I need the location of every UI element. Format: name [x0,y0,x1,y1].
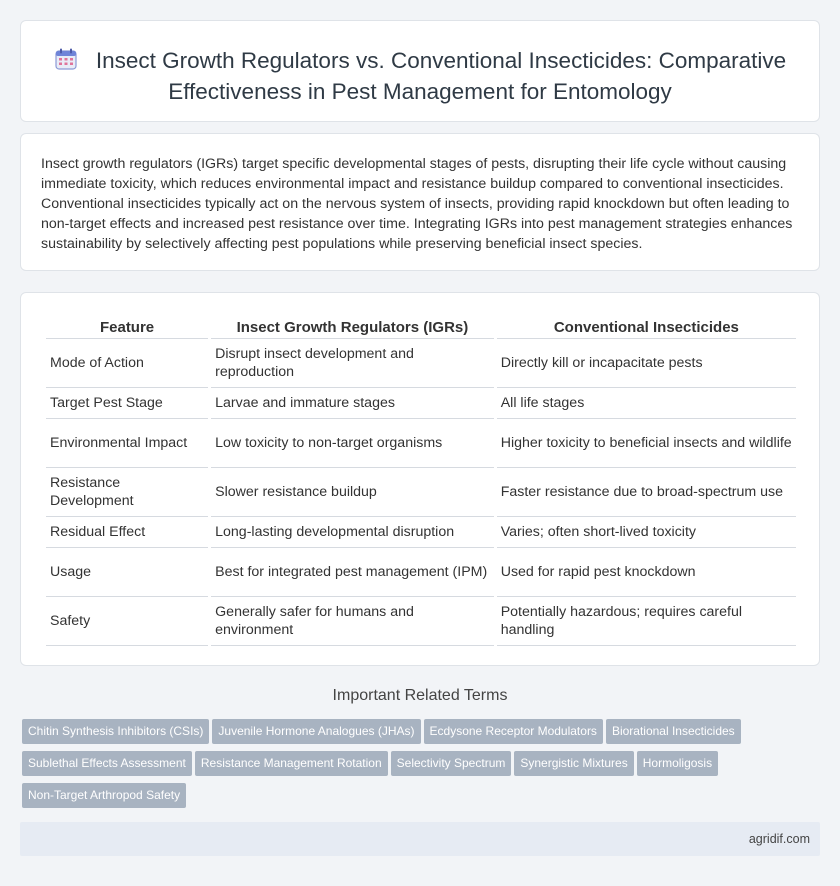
header-feature: Feature [46,315,208,339]
table-row [46,517,796,548]
comparison-table-card [20,292,820,666]
table-cell: Directly kill or incapacitate pests [497,339,796,388]
term-tag[interactable]: Hormoligosis [637,751,718,776]
table-row [46,339,796,388]
header-igrs: Insect Growth Regulators (IGRs) [211,315,494,339]
table-cell: All life stages [497,388,796,419]
related-terms-title: Important Related Terms [332,687,508,704]
term-tag[interactable]: Selectivity Spectrum [391,751,512,776]
calendar-icon [54,47,78,71]
page-title-text: Insect Growth Regulators vs. Conventional Insecticides: Comparative Effectiveness in Pest Management for Entomology [95,48,787,104]
table-cell: Usage [46,548,208,597]
table-row [46,548,796,597]
intro-card [20,133,820,271]
table-cell: Long-lasting developmental disruption [211,517,494,548]
table-cell: Used for rapid pest knockdown [497,548,796,597]
term-tag[interactable]: Sublethal Effects Assessment [22,751,192,776]
term-tag[interactable]: Biorational Insecticides [606,719,741,744]
comparison-table [43,315,799,646]
table-cell: Mode of Action [46,339,208,388]
footer-site-link[interactable]: agridif.com [748,832,810,846]
intro-paragraph: Insect growth regulators (IGRs) target specific developmental stages of pests, disrupting their life cycle without causing immediate toxicity, which reduces environmental impact and resistance buildup compared to conventional insecticides. Conventional insecticides typically act on the nervous system of insects, providing rapid knockdown but often leading to non-target effects and increased pest resistance over time. Integrating IGRs into pest management strategies enhances sustainability by selectively affecting pest populations while preserving beneficial insect species. [41,156,793,252]
term-tag[interactable]: Ecdysone Receptor Modulators [424,719,603,744]
table-cell: Larvae and immature stages [211,388,494,419]
table-header-row [46,315,796,339]
table-cell: Potentially hazardous; requires careful handling [497,597,796,646]
table-row [46,388,796,419]
table-row [46,419,796,468]
term-tag[interactable]: Non-Target Arthropod Safety [22,783,186,808]
table-cell: Resistance Development [46,468,208,517]
footer [20,822,820,856]
table-cell: Generally safer for humans and environment [211,597,494,646]
table-row [46,597,796,646]
term-tag[interactable]: Juvenile Hormone Analogues (JHAs) [212,719,420,744]
term-tag[interactable]: Synergistic Mixtures [514,751,633,776]
table-cell: Slower resistance buildup [211,468,494,517]
related-terms-list [22,719,812,815]
table-cell: Best for integrated pest management (IPM) [211,548,494,597]
term-tag[interactable]: Chitin Synthesis Inhibitors (CSIs) [22,719,209,744]
table-cell: Low toxicity to non-target organisms [211,419,494,468]
table-cell: Residual Effect [46,517,208,548]
table-cell: Varies; often short-lived toxicity [497,517,796,548]
table-cell: Higher toxicity to beneficial insects and wildlife [497,419,796,468]
table-row [46,468,796,517]
table-cell: Target Pest Stage [46,388,208,419]
table-cell: Safety [46,597,208,646]
header-conventional: Conventional Insecticides [497,315,796,339]
table-cell: Faster resistance due to broad-spectrum use [497,468,796,517]
table-cell: Environmental Impact [46,419,208,468]
title-card [20,20,820,122]
term-tag[interactable]: Resistance Management Rotation [195,751,388,776]
page-title [41,45,799,107]
table-cell: Disrupt insect development and reproduction [211,339,494,388]
